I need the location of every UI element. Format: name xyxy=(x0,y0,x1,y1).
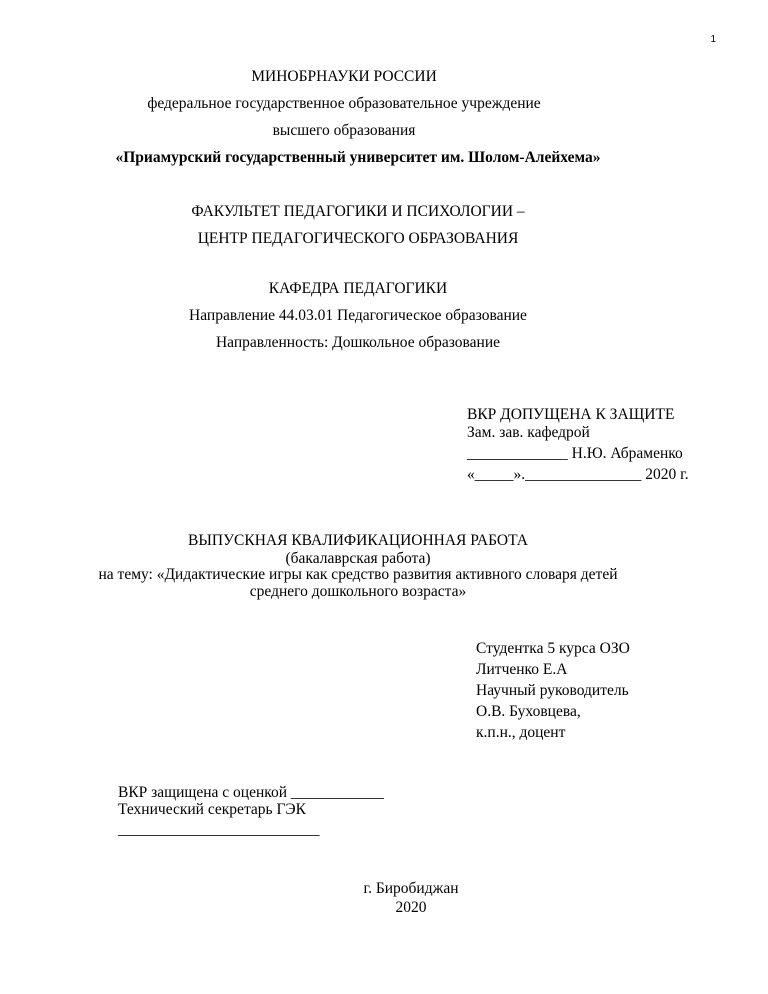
university-name: «Приамурский государственный университет им. Шолом-Алейхема» xyxy=(115,149,601,166)
direction-line: Направление 44.03.01 Педагогическое образование xyxy=(189,307,527,324)
page-number: 1 xyxy=(710,34,716,45)
approval-date-line: «_____»._______________ 2020 г. xyxy=(467,466,689,483)
theme-block xyxy=(0,566,742,600)
defense-grade-line: ВКР защищена с оценкой ____________ xyxy=(118,784,384,801)
approval-title: ВКР ДОПУЩЕНА К ЗАЩИТЕ xyxy=(467,406,675,423)
work-subtype: (бакалаврская работа) xyxy=(285,550,431,567)
ministry-title: МИНОБРНАУКИ РОССИИ xyxy=(251,68,437,85)
approval-signature-line: _____________ Н.Ю. Абраменко xyxy=(467,445,683,462)
supervisor-label: Научный руководитель xyxy=(476,682,629,699)
approval-position: Зам. зав. кафедрой xyxy=(467,424,590,441)
institution-type: федеральное государственное образовательное учреждение xyxy=(147,95,541,112)
faculty-line-2: ЦЕНТР ПЕДАГОГИЧЕСКОГО ОБРАЗОВАНИЯ xyxy=(197,230,519,247)
profile-line: Направленность: Дошкольное образование xyxy=(215,334,500,351)
theme-line-2: среднего дошкольного возраста» xyxy=(249,583,467,600)
secretary-signature-line: __________________________ xyxy=(118,821,320,838)
secretary-label: Технический секретарь ГЭК xyxy=(118,801,307,818)
footer-city: г. Биробиджан xyxy=(363,880,459,897)
authors-block xyxy=(476,638,630,743)
theme-line-1: на тему: «Дидактические игры как средство развития активного словаря детей xyxy=(98,566,618,583)
work-type: ВЫПУСКНАЯ КВАЛИФИКАЦИОННАЯ РАБОТА xyxy=(188,532,528,549)
supervisor-name: О.В. Буховцева, xyxy=(476,703,581,720)
student-label: Студентка 5 курса ОЗО xyxy=(476,640,630,657)
defense-block xyxy=(118,784,384,838)
department-name: КАФЕДРА ПЕДАГОГИКИ xyxy=(268,280,448,297)
student-name: Литченко Е.А xyxy=(476,661,568,678)
approval-block xyxy=(467,404,689,485)
faculty-line-1: ФАКУЛЬТЕТ ПЕДАГОГИКИ И ПСИХОЛОГИИ – xyxy=(191,203,525,220)
education-level: высшего образования xyxy=(272,122,416,139)
supervisor-degree: к.п.н., доцент xyxy=(476,724,566,741)
footer-year: 2020 xyxy=(395,899,427,916)
